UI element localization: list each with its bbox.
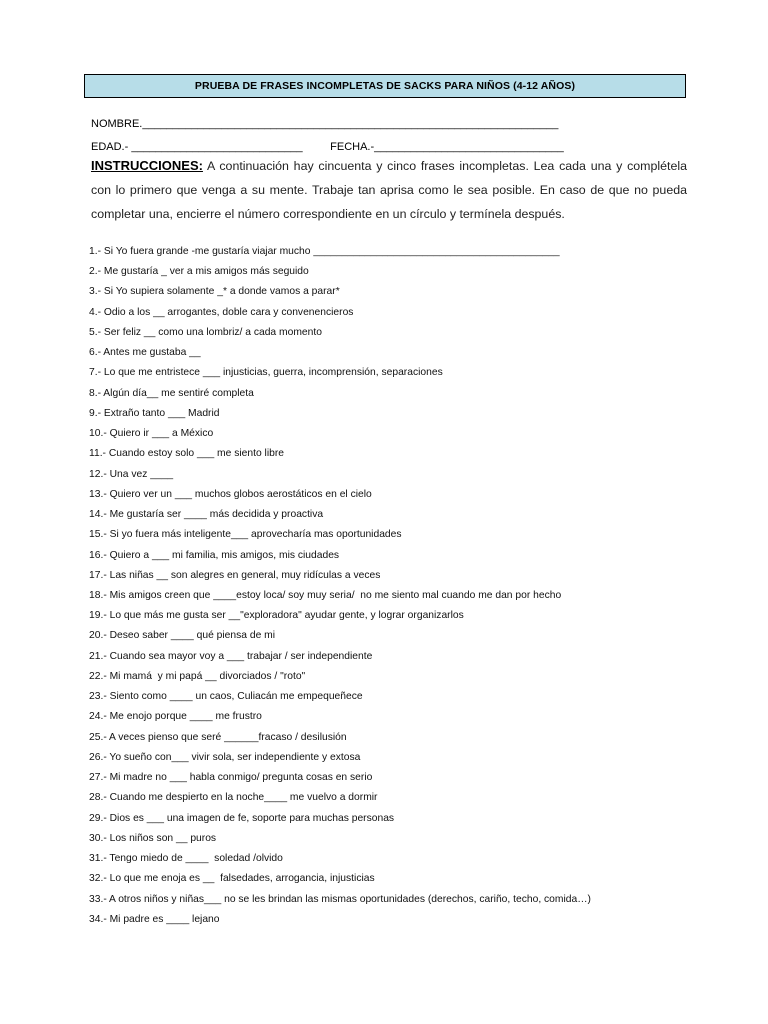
sentence-item: 28.- Cuando me despierto en la noche____ me vuelvo a dormir: [89, 792, 378, 804]
nombre-field: NOMBRE.____________________________________________________________________: [91, 118, 559, 130]
sentence-item: 13.- Quiero ver un ___ muchos globos aerostáticos en el cielo: [89, 488, 372, 500]
sentence-item: 16.- Quiero a ___ mi familia, mis amigos, mis ciudades: [89, 549, 340, 561]
sentence-item: 7.- Lo que me entristece ___ injusticias, guerra, incomprensión, separaciones: [89, 367, 443, 379]
edad-fecha-field: EDAD.- ____________________________ FECHA.-_______________________________: [91, 141, 564, 153]
instructions-paragraph: [91, 154, 687, 226]
sentence-item: 26.- Yo sueño con___ vivir sola, ser independiente y extosa: [89, 751, 361, 763]
document-title: PRUEBA DE FRASES INCOMPLETAS DE SACKS PARA NIÑOS (4-12 AÑOS): [194, 80, 576, 92]
sentence-item: 6.- Antes me gustaba __: [89, 347, 201, 359]
sentence-item: 12.- Una vez ____: [89, 468, 174, 480]
sentence-item: 19.- Lo que más me gusta ser __"exploradora" ayudar gente, y lograr organizarlos: [89, 610, 464, 622]
sentence-item: 32.- Lo que me enoja es __ falsedades, arrogancia, injusticias: [89, 873, 375, 885]
instructions-heading: INSTRUCCIONES:: [91, 158, 203, 173]
sentence-item: 8.- Algún día__ me sentiré completa: [89, 387, 254, 399]
instructions-text: A continuación hay cincuenta y cinco frases incompletas. Lea cada una y complétela con lo primero que venga a su mente. Trabaje tan aprisa como le sea posible. En caso de que no pueda completar una, encierre el número correspondiente en un círculo y termínela después.: [91, 159, 687, 221]
sentence-item: 31.- Tengo miedo de ____ soledad /olvido: [89, 853, 283, 865]
sentence-item: 21.- Cuando sea mayor voy a ___ trabajar / ser independiente: [89, 650, 373, 662]
sentence-item: 30.- Los niños son __ puros: [89, 832, 217, 844]
sentence-item: 25.- A veces pienso que seré ______fracaso / desilusión: [89, 731, 347, 743]
sentence-list: [89, 242, 591, 930]
sentence-item: 14.- Me gustaría ser ____ más decidida y proactiva: [89, 509, 324, 521]
sentence-item: 3.- Si Yo supiera solamente _* a donde vamos a parar*: [89, 286, 340, 298]
sentence-item: 24.- Me enojo porque ____ me frustro: [89, 711, 262, 723]
sentence-item: 2.- Me gustaría _ ver a mis amigos más seguido: [89, 266, 309, 278]
sentence-item: 11.- Cuando estoy solo ___ me siento libre: [89, 448, 284, 460]
sentence-item: 20.- Deseo saber ____ qué piensa de mi: [89, 630, 276, 642]
sentence-item: 5.- Ser feliz __ como una lombriz/ a cada momento: [89, 326, 322, 338]
sentence-item: 1.- Si Yo fuera grande -me gustaría viajar mucho ___________________________________________: [89, 246, 560, 257]
document-title-banner: [84, 74, 686, 98]
sentence-item: 29.- Dios es ___ una imagen de fe, soporte para muchas personas: [89, 812, 395, 824]
sentence-item: 34.- Mi padre es ____ lejano: [89, 913, 220, 925]
sentence-item: 9.- Extraño tanto ___ Madrid: [89, 407, 220, 419]
sentence-item: 10.- Quiero ir ___ a México: [89, 428, 214, 440]
sentence-item: 17.- Las niñas __ son alegres en general, muy ridículas a veces: [89, 569, 381, 581]
sentence-item: 18.- Mis amigos creen que ____estoy loca/ soy muy seria/ no me siento mal cuando me dan por hecho: [89, 589, 562, 601]
sentence-item: 4.- Odio a los __ arrogantes, doble cara y convenencieros: [89, 306, 354, 318]
sentence-item: 27.- Mi madre no ___ habla conmigo/ pregunta cosas en serio: [89, 772, 373, 784]
sentence-item: 15.- Si yo fuera más inteligente___ aprovecharía mas oportunidades: [89, 529, 402, 541]
sentence-item: 33.- A otros niños y niñas___ no se les brindan las mismas oportunidades (derechos, cariño, techo, comida…): [89, 893, 591, 905]
sentence-item: 23.- Siento como ____ un caos, Culiacán me empequeñece: [89, 691, 363, 703]
sentence-item: 22.- Mi mamá y mi papá __ divorciados / "roto": [89, 670, 306, 682]
